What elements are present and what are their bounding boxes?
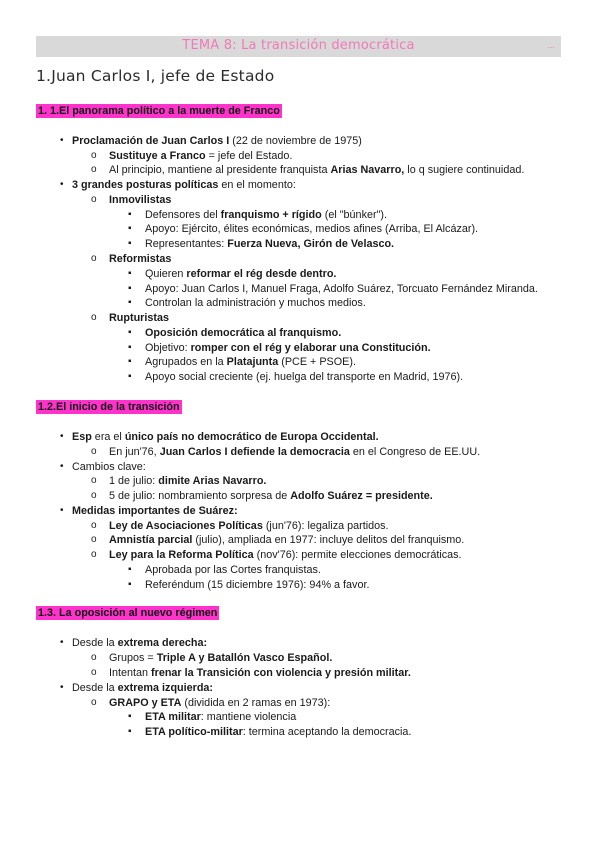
list-item: Quieren reformar el rég desde dentro.: [145, 268, 337, 280]
document-title: TEMA 8: La transición democrática: [182, 38, 415, 53]
list-item: Sustituye a Franco = jefe del Estado.: [109, 150, 293, 162]
list-item: 1 de julio: dimite Arias Navarro.: [109, 475, 267, 487]
bullet-l2: o: [91, 446, 97, 457]
bullet-l2: o: [91, 475, 97, 486]
list-item: Referéndum (15 diciembre 1976): 94% a favor.: [145, 579, 370, 591]
bullet-l3: ▪: [128, 327, 132, 338]
list-item: GRAPO y ETA (dividida en 2 ramas en 1973):: [109, 697, 331, 709]
list-item: ETA militar: mantiene violencia: [145, 711, 297, 723]
bullet-l2: o: [91, 164, 97, 175]
bullet-l3: ▪: [128, 711, 132, 722]
bullet-l2: o: [91, 253, 97, 264]
section-heading-3: 1.3. La oposición al nuevo régimen: [38, 607, 218, 619]
list-item: Amnistía parcial (julio), ampliada en 1977: incluye delitos del franquismo.: [109, 534, 465, 546]
bullet-l3: ▪: [128, 268, 132, 279]
bullet-l2: o: [91, 150, 97, 161]
bullet-l1: •: [60, 505, 64, 516]
list-item: En jun'76, Juan Carlos I defiende la democracia en el Congreso de EE.UU.: [109, 446, 481, 458]
bullet-l3: ▪: [128, 726, 132, 737]
list-item: Al principio, mantiene al presidente franquista Arias Navarro, lo q sugiere continuidad.: [109, 164, 525, 176]
bullet-l2: o: [91, 312, 97, 323]
bullet-l2: o: [91, 490, 97, 501]
bullet-l2: o: [91, 194, 97, 205]
bullet-l3: ▪: [128, 297, 132, 308]
list-item: Reformistas: [109, 253, 172, 265]
list-item: Aprobada por las Cortes franquistas.: [145, 564, 321, 576]
title-ellipsis: ...: [547, 40, 555, 50]
bullet-l1: •: [60, 179, 64, 190]
list-item: Ley para la Reforma Política (nov'76): permite elecciones democráticas.: [109, 549, 462, 561]
bullet-l1: •: [60, 637, 64, 648]
list-item: Desde la extrema izquierda:: [72, 682, 214, 694]
list-item: Cambios clave:: [72, 461, 146, 473]
bullet-l2: o: [91, 667, 97, 678]
list-item: Objetivo: romper con el rég y elaborar una Constitución.: [145, 342, 431, 354]
list-item: Inmovilistas: [109, 194, 172, 206]
section-heading-2: 1.2.El inicio de la transición: [38, 401, 180, 413]
list-item: Apoyo: Ejército, élites económicas, medios afines (Arriba, El Alcázar).: [145, 223, 479, 235]
bullet-l3: ▪: [128, 371, 132, 382]
bullet-l2: o: [91, 520, 97, 531]
bullet-l1: •: [60, 431, 64, 442]
list-item: Oposición democrática al franquismo.: [145, 327, 342, 339]
bullet-l3: ▪: [128, 356, 132, 367]
bullet-l3: ▪: [128, 342, 132, 353]
document-title-bar: [36, 36, 561, 57]
list-item: Intentan frenar la Transición con violencia y presión militar.: [109, 667, 411, 679]
bullet-l3: ▪: [128, 564, 132, 575]
list-item: Agrupados en la Platajunta (PCE + PSOE).: [145, 356, 356, 368]
list-item: Medidas importantes de Suárez:: [72, 505, 238, 517]
list-item: Representantes: Fuerza Nueva, Girón de Velasco.: [145, 238, 395, 250]
bullet-l3: ▪: [128, 238, 132, 249]
bullet-l2: o: [91, 534, 97, 545]
bullet-l3: ▪: [128, 209, 132, 220]
list-item: Desde la extrema derecha:: [72, 637, 208, 649]
bullet-l1: •: [60, 135, 64, 146]
list-item: Proclamación de Juan Carlos I (22 de noviembre de 1975): [72, 135, 362, 147]
bullet-l3: ▪: [128, 283, 132, 294]
bullet-l2: o: [91, 549, 97, 560]
bullet-l2: o: [91, 697, 97, 708]
bullet-l1: •: [60, 461, 64, 472]
bullet-l3: ▪: [128, 579, 132, 590]
list-item: 5 de julio: nombramiento sorpresa de Adolfo Suárez = presidente.: [109, 490, 433, 502]
list-item: Esp era el único país no democrático de Europa Occidental.: [72, 431, 379, 443]
bullet-l1: •: [60, 682, 64, 693]
list-item: Apoyo social creciente (ej. huelga del transporte en Madrid, 1976).: [145, 371, 464, 383]
list-item: Defensores del franquismo + rígido (el "búnker").: [145, 209, 387, 221]
list-item: ETA político-militar: termina aceptando la democracia.: [145, 726, 412, 738]
list-item: Controlan la administración y muchos medios.: [145, 297, 366, 309]
list-item: Apoyo: Juan Carlos I, Manuel Fraga, Adolfo Suárez, Torcuato Fernández Miranda.: [145, 283, 538, 295]
list-item: Rupturistas: [109, 312, 169, 324]
bullet-l2: o: [91, 652, 97, 663]
list-item: 3 grandes posturas políticas en el momento:: [72, 179, 296, 191]
bullet-l3: ▪: [128, 223, 132, 234]
list-item: Ley de Asociaciones Políticas (jun'76): legaliza partidos.: [109, 520, 389, 532]
list-item: Grupos = Triple A y Batallón Vasco Español.: [109, 652, 333, 664]
section-heading-1: 1. 1.El panorama político a la muerte de Franco: [38, 105, 280, 117]
main-heading: 1.Juan Carlos I, jefe de Estado: [36, 67, 275, 85]
